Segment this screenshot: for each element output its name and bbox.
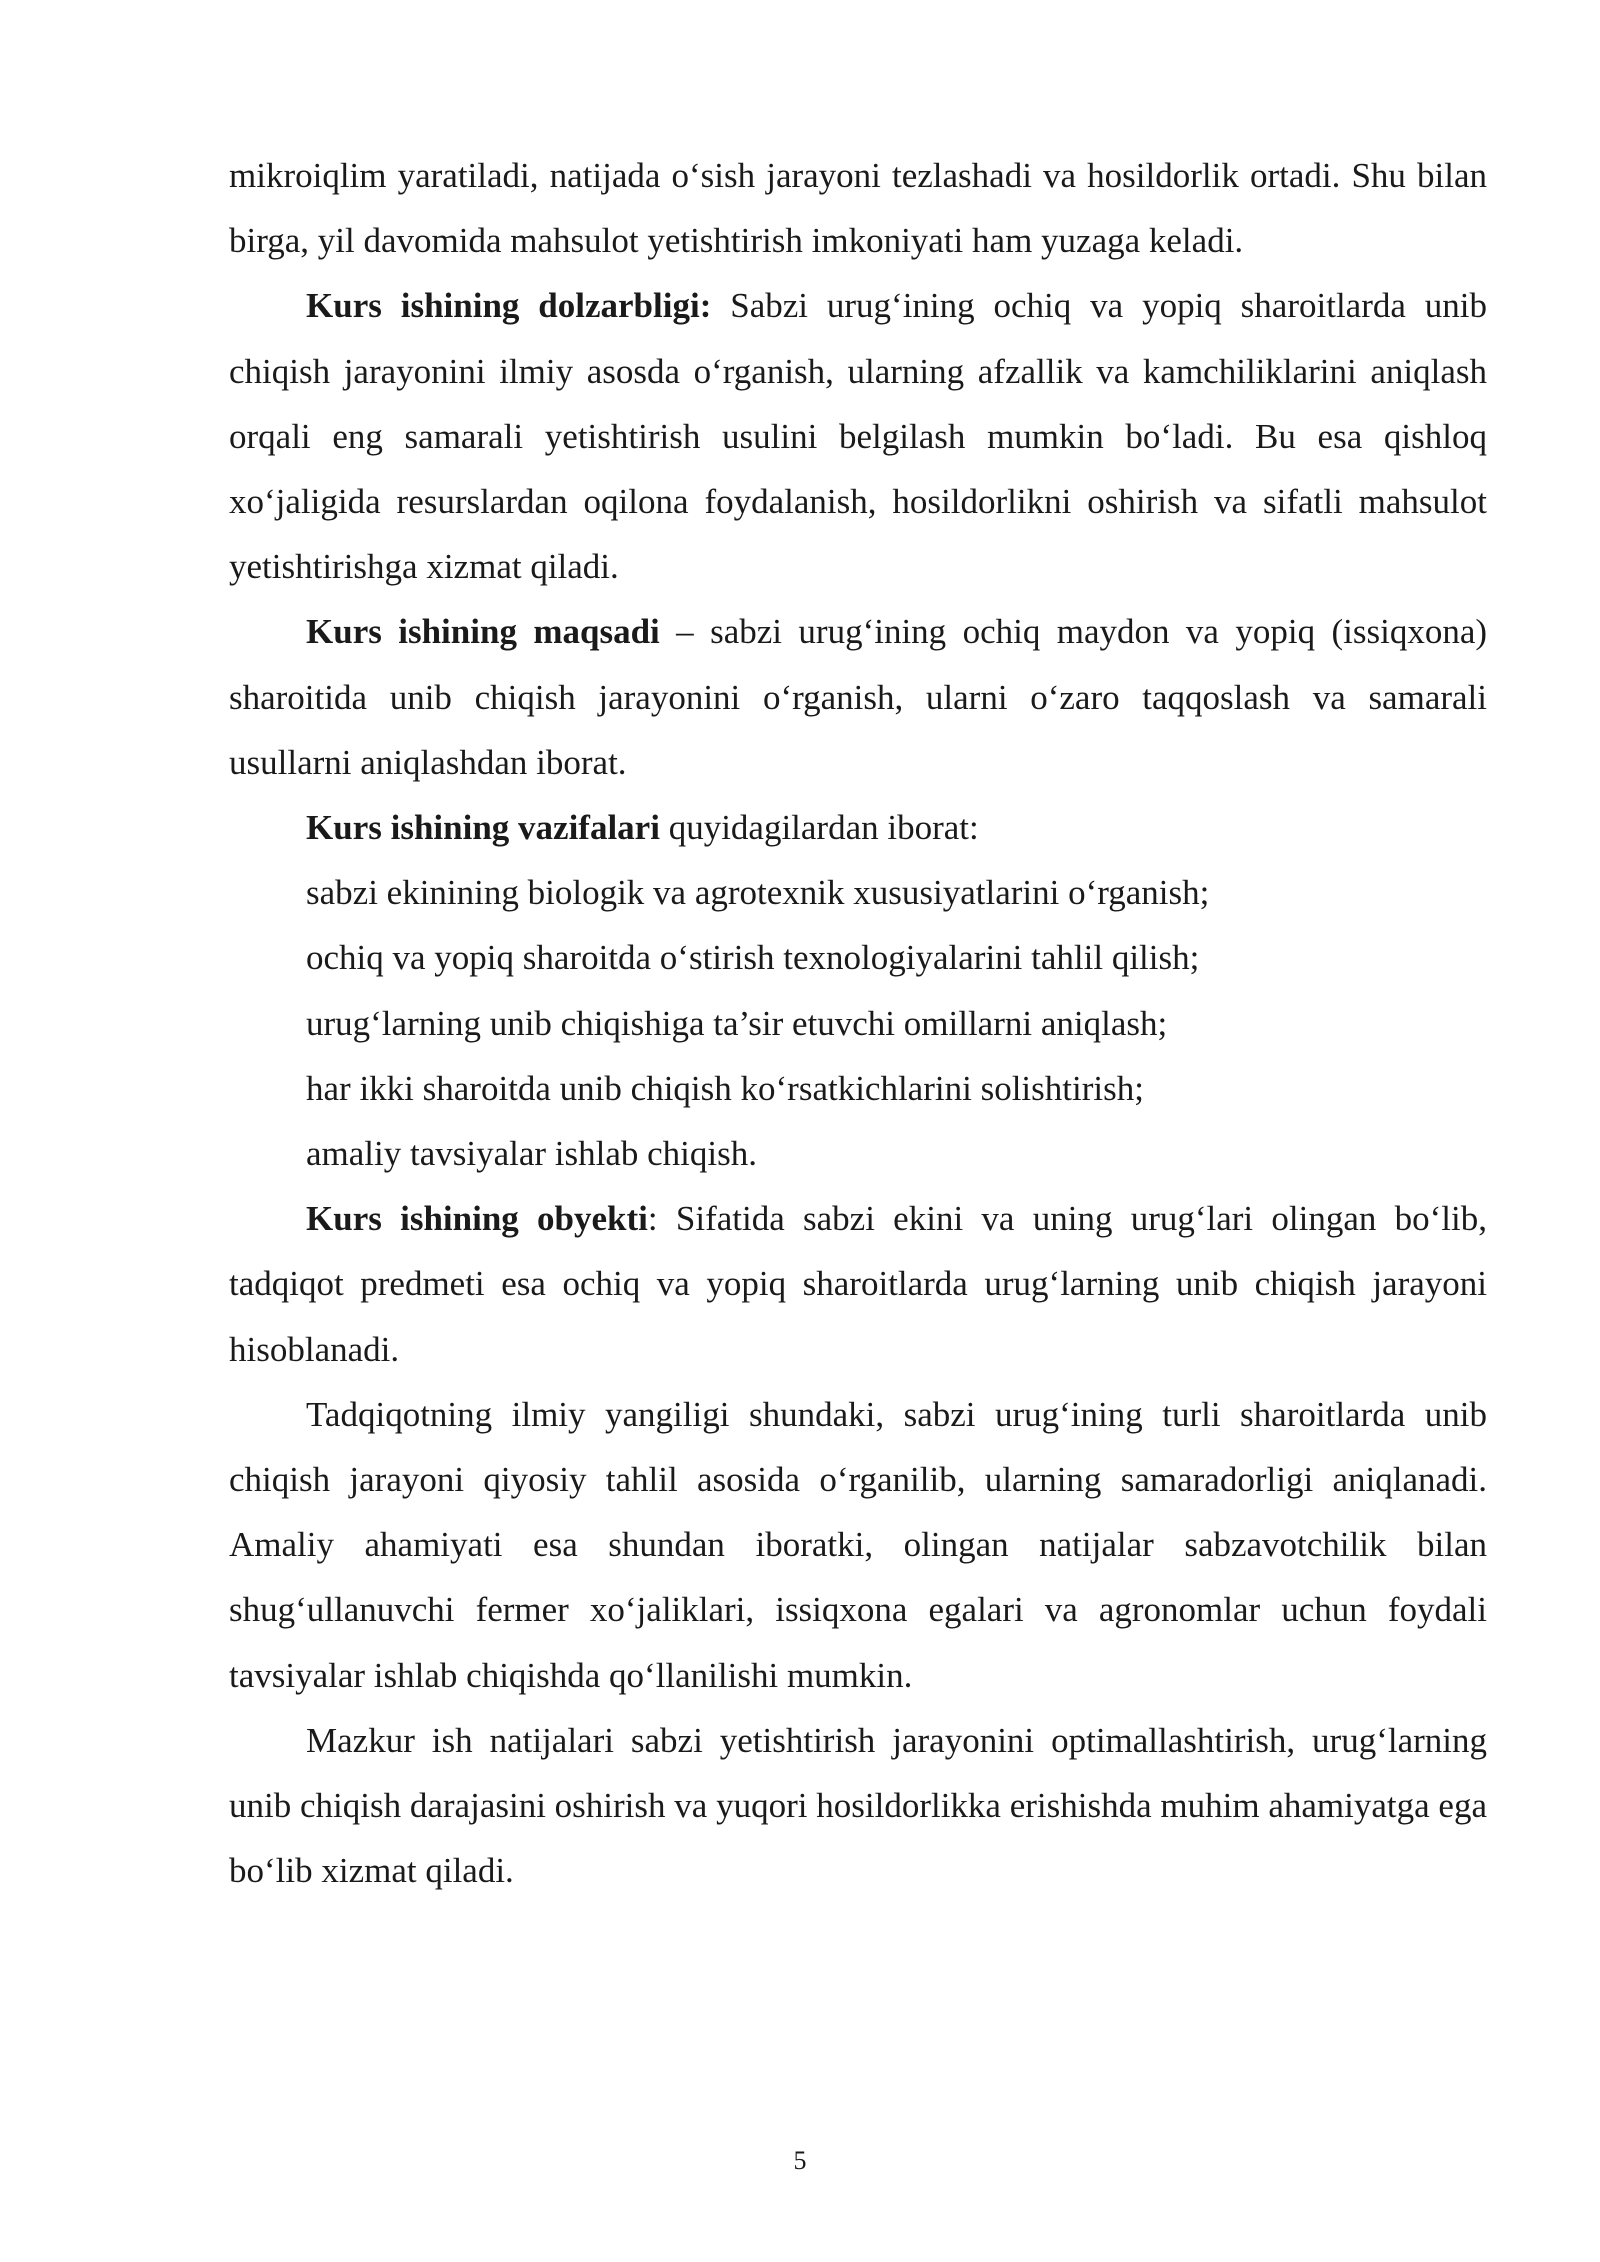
dolzarbligi-heading: Kurs ishining dolzarbligi:: [306, 286, 712, 326]
list-item: sabzi ekinining biologik va agrotexnik xususiyatlarini o‘rganish;: [306, 873, 1210, 913]
intro-paragraph: [229, 143, 1487, 273]
xulosa-paragraph: [229, 1708, 1487, 1904]
maqsadi-paragraph: [229, 599, 1487, 795]
intro-text: mikroiqlim yaratiladi, natijada o‘sish jarayoni tezlashadi va hosildorlik ortadi. Shu bilan birga, yil davomida mahsulot yetishtirish imkoniyati ham yuzaga keladi.: [229, 156, 1487, 261]
obyekti-text: : Sifatida sabzi ekini va uning urug‘lari olingan bo‘lib, tadqiqot predmeti esa ochiq va yopiq sharoitlarda urug‘larning unib chiqish jarayoni hisoblanadi.: [229, 1199, 1487, 1369]
vazifalari-heading: Kurs ishining vazifalari: [306, 808, 660, 848]
maqsadi-text: – sabzi urug‘ining ochiq maydon va yopiq (issiqxona) sharoitida unib chiqish jarayonini o‘rganish, ularni o‘zaro taqqoslash va samarali usullarni aniqlashdan iborat.: [229, 612, 1488, 782]
xulosa-text: Mazkur ish natijalari sabzi yetishtirish jarayonini optimallashtirish, urug‘larning unib chiqish darajasini oshirish va yuqori hosildorlikka erishishda muhim ahamiyatga ega bo‘lib xizmat qiladi.: [229, 1720, 1487, 1891]
yangiligi-paragraph: [229, 1382, 1487, 1708]
obyekti-heading: Kurs ishining obyekti: [306, 1199, 648, 1239]
obyekti-paragraph: [229, 1186, 1487, 1382]
list-item: har ikki sharoitda unib chiqish ko‘rsatkichlarini solishtirish;: [306, 1068, 1144, 1108]
list-item: urug‘larning unib chiqishiga ta’sir etuvchi omillarni aniqlash;: [306, 1003, 1168, 1043]
dolzarbligi-paragraph: [229, 273, 1487, 599]
dolzarbligi-text: Sabzi urug‘ining ochiq va yopiq sharoitlarda unib chiqish jarayonini ilmiy asosda o‘rganish, ularning afzallik va kamchiliklarini aniqlash orqali eng samarali yetishtirish usulini belgilash mumkin bo‘ladi. Bu esa qishloq xo‘jaligida resurslardan oqilona foydalanish, hosildorlikni oshirish va sifatli mahsulot yetishtirishga xizmat qiladi.: [229, 286, 1487, 587]
vazifalari-text: quyidagilardan iborat:: [659, 808, 979, 848]
list-item: amaliy tavsiyalar ishlab chiqish.: [306, 1134, 758, 1174]
maqsadi-heading: Kurs ishining maqsadi: [306, 612, 660, 652]
page-number: 5: [793, 2146, 807, 2175]
document-body: [229, 143, 1487, 1903]
list-item: ochiq va yopiq sharoitda o‘stirish texnologiyalarini tahlil qilish;: [306, 938, 1200, 978]
yangiligi-text: Tadqiqotning ilmiy yangiligi shundaki, sabzi urug‘ining turli sharoitlarda unib chiqish jarayoni qiyosiy tahlil asosida o‘rganilib, ularning samaradorligi aniqlanadi. Amaliy ahamiyati esa shundan iboratki, olingan natijalar sabzavotchilik bilan shug‘ullanuvchi fermer xo‘jaliklari, issiqxona egalari va agronomlar uchun foydali tavsiyalar ishlab chiqishda qo‘llanilishi mumkin.: [229, 1394, 1487, 1695]
vazifalari-paragraph: [229, 795, 1487, 860]
